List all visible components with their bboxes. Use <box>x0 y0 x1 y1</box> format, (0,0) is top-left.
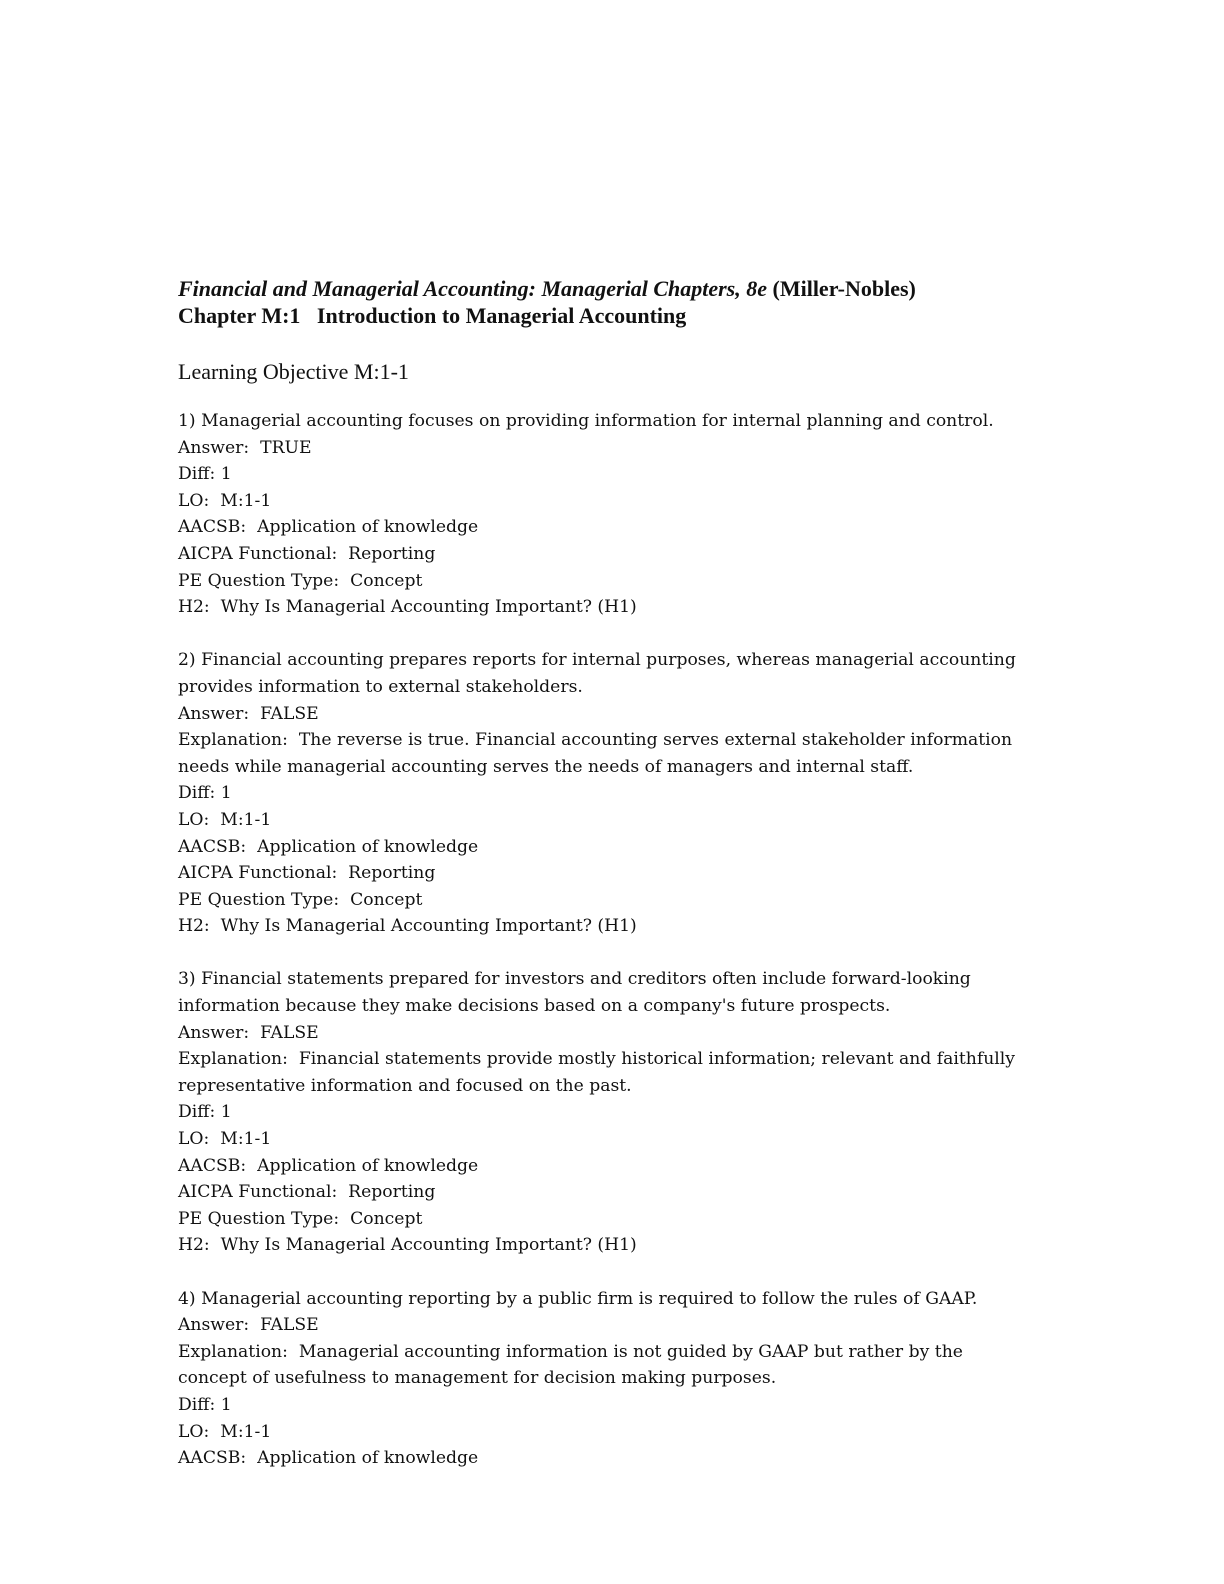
section-reference-line: H2: Why Is Managerial Accounting Important? (H1) <box>178 597 637 618</box>
aicpa-line: AICPA Functional: Reporting <box>178 1182 436 1203</box>
explanation-line: Explanation: Financial statements provide mostly historical information; relevant and faithfully <box>178 1049 1015 1070</box>
question-block <box>178 1286 1038 1472</box>
question-text-line: 2) Financial accounting prepares reports for internal purposes, whereas managerial accounting <box>178 650 1016 671</box>
explanation-line: needs while managerial accounting serves the needs of managers and internal staff. <box>178 756 914 777</box>
difficulty-line: Diff: 1 <box>178 1394 232 1415</box>
learning-objective-line: LO: M:1-1 <box>178 809 272 830</box>
difficulty-line: Diff: 1 <box>178 1102 232 1123</box>
page-content <box>178 275 1038 1498</box>
aacsb-line: AACSB: Application of knowledge <box>178 1448 479 1469</box>
learning-objective-line: LO: M:1-1 <box>178 1129 272 1150</box>
question-type-line: PE Question Type: Concept <box>178 570 423 591</box>
difficulty-line: Diff: 1 <box>178 464 232 485</box>
answer-line: Answer: FALSE <box>178 1022 319 1043</box>
learning-objective-line: LO: M:1-1 <box>178 1421 272 1442</box>
section-reference-line: H2: Why Is Managerial Accounting Important? (H1) <box>178 916 637 937</box>
question-text-line: information because they make decisions based on a company's future prospects. <box>178 996 891 1017</box>
question-text-line: 1) Managerial accounting focuses on providing information for internal planning and control. <box>178 411 994 431</box>
question-block <box>178 647 1038 940</box>
aicpa-line: AICPA Functional: Reporting <box>178 863 436 884</box>
question-type-line: PE Question Type: Concept <box>178 889 423 910</box>
difficulty-line: Diff: 1 <box>178 783 232 804</box>
answer-line: Answer: FALSE <box>178 703 319 724</box>
explanation-line: Explanation: The reverse is true. Financial accounting serves external stakeholder information <box>178 730 1013 751</box>
learning-objective-heading: Learning Objective M:1-1 <box>178 359 409 384</box>
question-block <box>178 408 1038 621</box>
question-block <box>178 966 1038 1259</box>
chapter-heading <box>178 302 1038 329</box>
question-type-line: PE Question Type: Concept <box>178 1208 423 1229</box>
chapter-title: Introduction to Managerial Accounting <box>316 303 687 328</box>
aicpa-line: AICPA Functional: Reporting <box>178 543 436 564</box>
explanation-line: representative information and focused on the past. <box>178 1075 632 1096</box>
learning-objective-line: LO: M:1-1 <box>178 490 272 511</box>
book-title-line <box>178 275 1038 302</box>
question-text-line: 4) Managerial accounting reporting by a public firm is required to follow the rules of GAAP. <box>178 1288 978 1309</box>
question-text-line: provides information to external stakeholders. <box>178 676 583 697</box>
book-title: Financial and Managerial Accounting: Managerial Chapters, <box>178 276 741 301</box>
aacsb-line: AACSB: Application of knowledge <box>178 517 479 538</box>
explanation-line: Explanation: Managerial accounting information is not guided by GAAP but rather by the <box>178 1341 963 1362</box>
chapter-label: Chapter M:1 <box>178 303 301 328</box>
authors: (Miller-Nobles) <box>772 276 916 301</box>
question-list <box>178 408 1038 1472</box>
explanation-line: concept of usefulness to management for decision making purposes. <box>178 1368 777 1389</box>
question-text-line: 3) Financial statements prepared for investors and creditors often include forward-looking <box>178 969 971 990</box>
edition: 8e <box>746 276 767 301</box>
aacsb-line: AACSB: Application of knowledge <box>178 1155 479 1176</box>
section-reference-line: H2: Why Is Managerial Accounting Important? (H1) <box>178 1235 637 1256</box>
answer-line: Answer: TRUE <box>178 437 312 458</box>
aacsb-line: AACSB: Application of knowledge <box>178 836 479 857</box>
answer-line: Answer: FALSE <box>178 1315 319 1336</box>
